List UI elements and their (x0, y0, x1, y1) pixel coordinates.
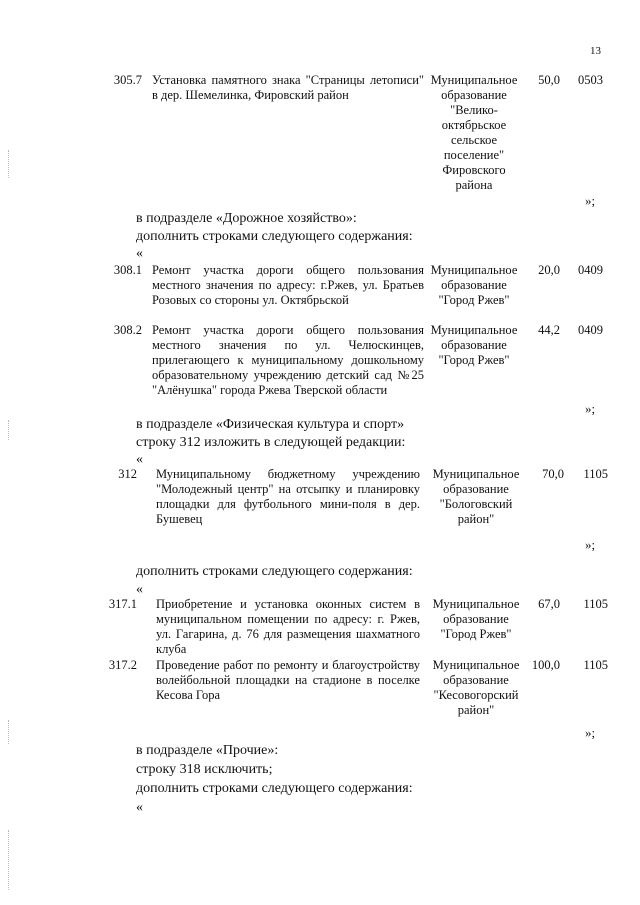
row-number: 312 (118, 467, 137, 481)
row-number: 308.1 (113, 263, 142, 277)
row-code: 0409 (578, 263, 603, 277)
section-heading: в подразделе «Прочие»: (136, 743, 279, 758)
closing-quote: »; (585, 537, 596, 552)
closing-quote: »; (585, 193, 596, 208)
section-heading: в подразделе «Дорожное хозяйство»: (136, 211, 357, 226)
instruction-text: дополнить строками следующего содержания: (136, 564, 413, 579)
row-amount: 50,0 (538, 73, 560, 87)
row-number: 308.2 (113, 323, 142, 337)
row-number: 317.2 (108, 658, 137, 672)
scan-margin-mark (8, 150, 10, 178)
row-description: Установка памятного знака "Страницы летописи" в дер. Шемелинка, Фировский район (152, 73, 424, 102)
row-code: 0409 (578, 323, 603, 337)
row-organization: Муниципальное образование "Бологовский район" (432, 467, 520, 526)
row-amount: 100,0 (531, 658, 560, 672)
opening-quote: « (136, 452, 143, 467)
row-number: 305.7 (113, 73, 142, 87)
row-organization: Муниципальное образование "Город Ржев" (430, 323, 518, 367)
row-code: 1105 (583, 597, 608, 611)
instruction-text: строку 318 исключить; (136, 762, 273, 777)
row-amount: 67,0 (538, 597, 560, 611)
section-heading: в подразделе «Физическая культура и спорт» (136, 417, 405, 432)
opening-quote: « (136, 582, 143, 597)
instruction-text: дополнить строками следующего содержания: (136, 229, 413, 244)
row-number: 317.1 (108, 597, 137, 611)
instruction-text: строку 312 изложить в следующей редакции: (136, 435, 406, 450)
row-organization: Муниципальное образование "Город Ржев" (430, 263, 518, 307)
row-description: Муниципальному бюджетному учреждению "Молодежный центр" на отсыпку и планировку площадки для футбольного мини-поля в дер. Бушевец (156, 467, 420, 526)
opening-quote: « (136, 800, 143, 815)
scan-margin-mark (8, 830, 10, 890)
row-organization: Муниципальное образование "Велико-октябрьское сельское поселение" Фировского района (430, 73, 518, 192)
scan-margin-mark (8, 420, 10, 440)
closing-quote: »; (585, 725, 596, 740)
row-amount: 44,2 (538, 323, 560, 337)
row-organization: Муниципальное образование "Город Ржев" (432, 597, 520, 641)
row-description: Проведение работ по ремонту и благоустройству волейбольной площадки на стадионе в поселке Кесова Гора (156, 658, 420, 702)
instruction-text: дополнить строками следующего содержания: (136, 781, 413, 796)
row-description: Приобретение и установка оконных систем в муниципальном помещении по адресу: г. Ржев, ул. Гагарина, д. 76 для размещения шахматного клуба (156, 597, 420, 656)
row-organization: Муниципальное образование "Кесовогорский район" (432, 658, 520, 717)
row-code: 1105 (583, 658, 608, 672)
closing-quote: »; (585, 401, 596, 416)
page-number: 13 (590, 45, 601, 57)
opening-quote: « (136, 246, 143, 261)
scan-margin-mark (8, 720, 10, 744)
row-amount: 70,0 (542, 467, 564, 481)
row-code: 1105 (583, 467, 608, 481)
row-description: Ремонт участка дороги общего пользования местного значения по адресу: г.Ржев, ул. Братьев Розовых со стороны ул. Октябрьской (152, 263, 424, 307)
row-code: 0503 (578, 73, 603, 87)
row-amount: 20,0 (538, 263, 560, 277)
row-description: Ремонт участка дороги общего пользования местного значения по ул. Челюскинцев, прилегающего к муниципальному дошкольному образовательному учреждению детский сад №25 "Алёнушка" города Ржева Тверской области (152, 323, 424, 397)
